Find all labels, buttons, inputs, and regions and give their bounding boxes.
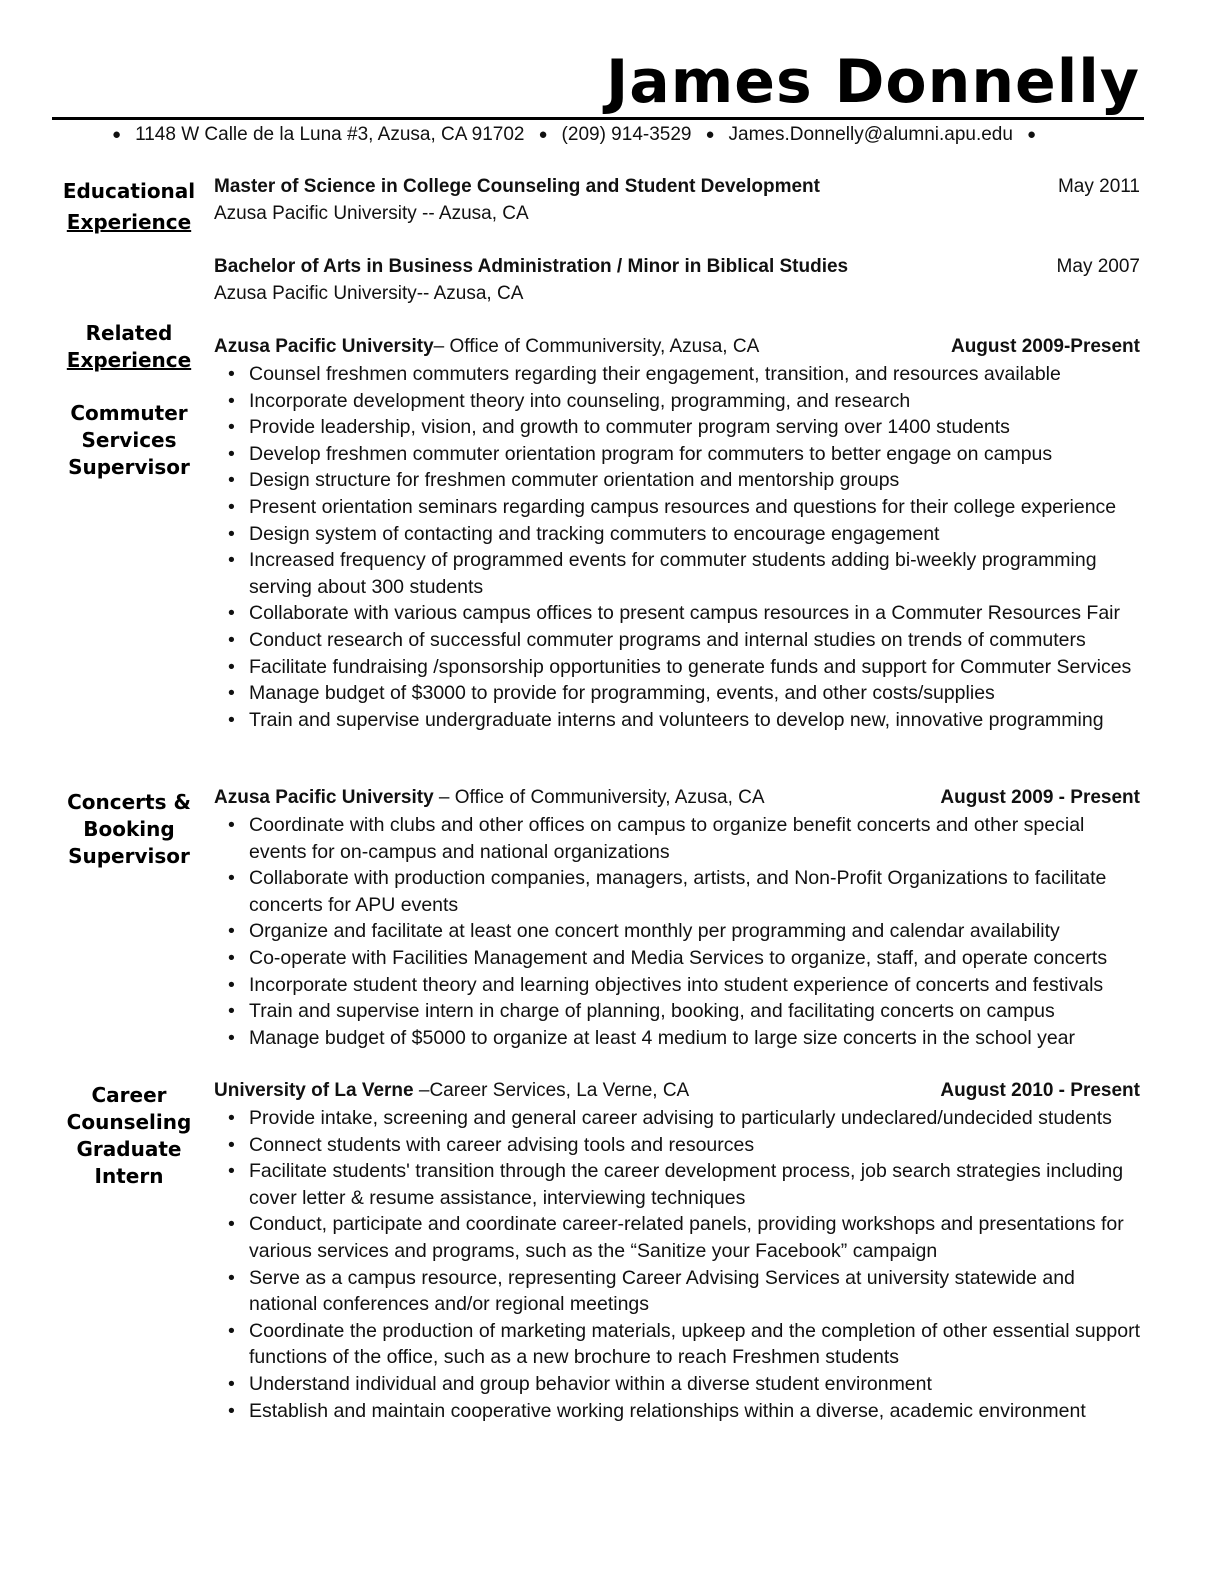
job-bullets bbox=[226, 1105, 1146, 1424]
job-separator: – bbox=[433, 336, 450, 357]
section-label-related bbox=[56, 320, 202, 374]
candidate-name: James Donnelly bbox=[605, 47, 1140, 117]
bullet-item: • Provide leadership, vision, and growth to commuter program serving over 1400 students bbox=[226, 414, 1146, 441]
role-line: Counseling bbox=[66, 1110, 192, 1134]
school-name: Azusa Pacific University-- Azusa, CA bbox=[214, 283, 524, 304]
bullet-item: • Organize and facilitate at least one concert monthly per programming and calendar availability bbox=[226, 918, 1146, 945]
school-name: Azusa Pacific University -- Azusa, CA bbox=[214, 203, 529, 224]
job-dept: Office of Communiversity, Azusa, CA bbox=[454, 787, 765, 808]
job-header bbox=[214, 785, 1140, 811]
job-separator: – bbox=[433, 787, 455, 808]
section-label-line: Educational bbox=[62, 179, 196, 203]
bullet-item: • Counsel freshmen commuters regarding their engagement, transition, and resources available bbox=[226, 361, 1146, 388]
bullet-item: • Design system of contacting and tracking commuters to encourage engagement bbox=[226, 521, 1146, 548]
section-label-line: Experience bbox=[66, 348, 192, 372]
bullet-icon: ● bbox=[705, 126, 715, 143]
bullet-item: • Incorporate student theory and learning objectives into student experience of concerts and festivals bbox=[226, 972, 1146, 999]
bullet-item: • Co-operate with Facilities Management and Media Services to organize, staff, and operate concerts bbox=[226, 945, 1146, 972]
section-label-education bbox=[56, 178, 202, 236]
bullet-item: • Collaborate with production companies, managers, artists, and Non-Profit Organizations to facilitate concerts for APU events bbox=[226, 865, 1146, 918]
role-line: Concerts & bbox=[67, 790, 191, 814]
job-role-label bbox=[56, 1082, 202, 1190]
bullet-item: • Serve as a campus resource, representing Career Advising Services at university statewide and national conferences and/or regional meetings bbox=[226, 1265, 1146, 1318]
bullet-item: • Facilitate students' transition through the career development process, job search strategies including cover letter & resume assistance, interviewing techniques bbox=[226, 1158, 1146, 1211]
bullet-item: • Coordinate the production of marketing materials, upkeep and the completion of other essential support functions of the office, such as a new brochure to reach Freshmen students bbox=[226, 1318, 1146, 1371]
section-label-line: Experience bbox=[66, 210, 192, 234]
education-entry-header bbox=[214, 174, 1140, 200]
bullet-item: • Increased frequency of programmed events for commuter students adding bi-weekly programming serving about 300 students bbox=[226, 547, 1146, 600]
role-line: Commuter bbox=[70, 401, 188, 425]
role-line: Graduate bbox=[76, 1137, 182, 1161]
section-label-line: Related bbox=[85, 321, 173, 345]
job-org: Azusa Pacific University bbox=[214, 787, 434, 808]
job-dept: Career Services, La Verne, CA bbox=[429, 1080, 690, 1101]
degree-title: Master of Science in College Counseling and Student Development bbox=[214, 176, 820, 197]
job-header bbox=[214, 334, 1140, 360]
role-line: Supervisor bbox=[68, 844, 190, 868]
bullet-item: • Coordinate with clubs and other offices on campus to organize benefit concerts and other special events for on-campus and national organizations bbox=[226, 812, 1146, 865]
header-divider bbox=[52, 117, 1144, 120]
job-role-label bbox=[56, 400, 202, 481]
bullet-item: • Design structure for freshmen commuter orientation and mentorship groups bbox=[226, 467, 1146, 494]
role-line: Career bbox=[91, 1083, 167, 1107]
bullet-icon: ● bbox=[538, 126, 548, 143]
degree-title: Bachelor of Arts in Business Administration / Minor in Biblical Studies bbox=[214, 256, 849, 277]
bullet-item: • Manage budget of $5000 to organize at least 4 medium to large size concerts in the school year bbox=[226, 1025, 1146, 1052]
job-dept: Office of Communiversity, Azusa, CA bbox=[449, 336, 760, 357]
bullet-item: • Understand individual and group behavior within a diverse student environment bbox=[226, 1371, 1146, 1398]
job-bullets bbox=[226, 812, 1146, 1051]
bullet-icon: ● bbox=[1026, 126, 1036, 143]
bullet-item: • Facilitate fundraising /sponsorship opportunities to generate funds and support for Commuter Services bbox=[226, 654, 1146, 681]
job-date: August 2010 - Present bbox=[940, 1080, 1140, 1101]
bullet-item: • Connect students with career advising tools and resources bbox=[226, 1132, 1146, 1159]
role-line: Services bbox=[81, 428, 177, 452]
bullet-item: • Establish and maintain cooperative working relationships within a diverse, academic environment bbox=[226, 1398, 1146, 1425]
bullet-icon: ● bbox=[112, 126, 122, 143]
bullet-item: • Conduct research of successful commuter programs and internal studies on trends of commuters bbox=[226, 627, 1146, 654]
job-header bbox=[214, 1078, 1140, 1104]
job-org: Azusa Pacific University bbox=[214, 336, 434, 357]
job-bullets bbox=[226, 361, 1146, 733]
contact-line bbox=[112, 122, 1062, 148]
bullet-item: • Manage budget of $3000 to provide for programming, events, and other costs/supplies bbox=[226, 680, 1146, 707]
bullet-item: • Train and supervise undergraduate interns and volunteers to develop new, innovative programming bbox=[226, 707, 1146, 734]
contact-phone: (209) 914-3529 bbox=[561, 124, 692, 145]
role-line: Intern bbox=[94, 1164, 164, 1188]
bullet-item: • Provide intake, screening and general career advising to particularly undeclared/undecided students bbox=[226, 1105, 1146, 1132]
bullet-item: • Collaborate with various campus offices to present campus resources in a Commuter Resources Fair bbox=[226, 600, 1146, 627]
role-line: Booking bbox=[83, 817, 175, 841]
bullet-item: • Develop freshmen commuter orientation program for commuters to better engage on campus bbox=[226, 441, 1146, 468]
bullet-item: • Incorporate development theory into counseling, programming, and research bbox=[226, 388, 1146, 415]
bullet-item: • Conduct, participate and coordinate career-related panels, providing workshops and presentations for various services and programs, such as the “Sanitize your Facebook” campaign bbox=[226, 1211, 1146, 1264]
job-date: August 2009 - Present bbox=[940, 787, 1140, 808]
education-entry-header bbox=[214, 254, 1140, 280]
role-line: Supervisor bbox=[68, 455, 190, 479]
job-separator: – bbox=[413, 1080, 430, 1101]
contact-email[interactable]: James.Donnelly@alumni.apu.edu bbox=[728, 124, 1013, 145]
contact-address: 1148 W Calle de la Luna #3, Azusa, CA 91702 bbox=[135, 124, 525, 145]
job-role-label bbox=[56, 789, 202, 870]
job-date: August 2009-Present bbox=[950, 336, 1140, 357]
bullet-item: • Present orientation seminars regarding campus resources and questions for their college experience bbox=[226, 494, 1146, 521]
bullet-item: • Train and supervise intern in charge of planning, booking, and facilitating concerts on campus bbox=[226, 998, 1146, 1025]
degree-date: May 2011 bbox=[1057, 176, 1140, 197]
degree-date: May 2007 bbox=[1056, 256, 1140, 277]
job-org: University of La Verne bbox=[214, 1080, 414, 1101]
